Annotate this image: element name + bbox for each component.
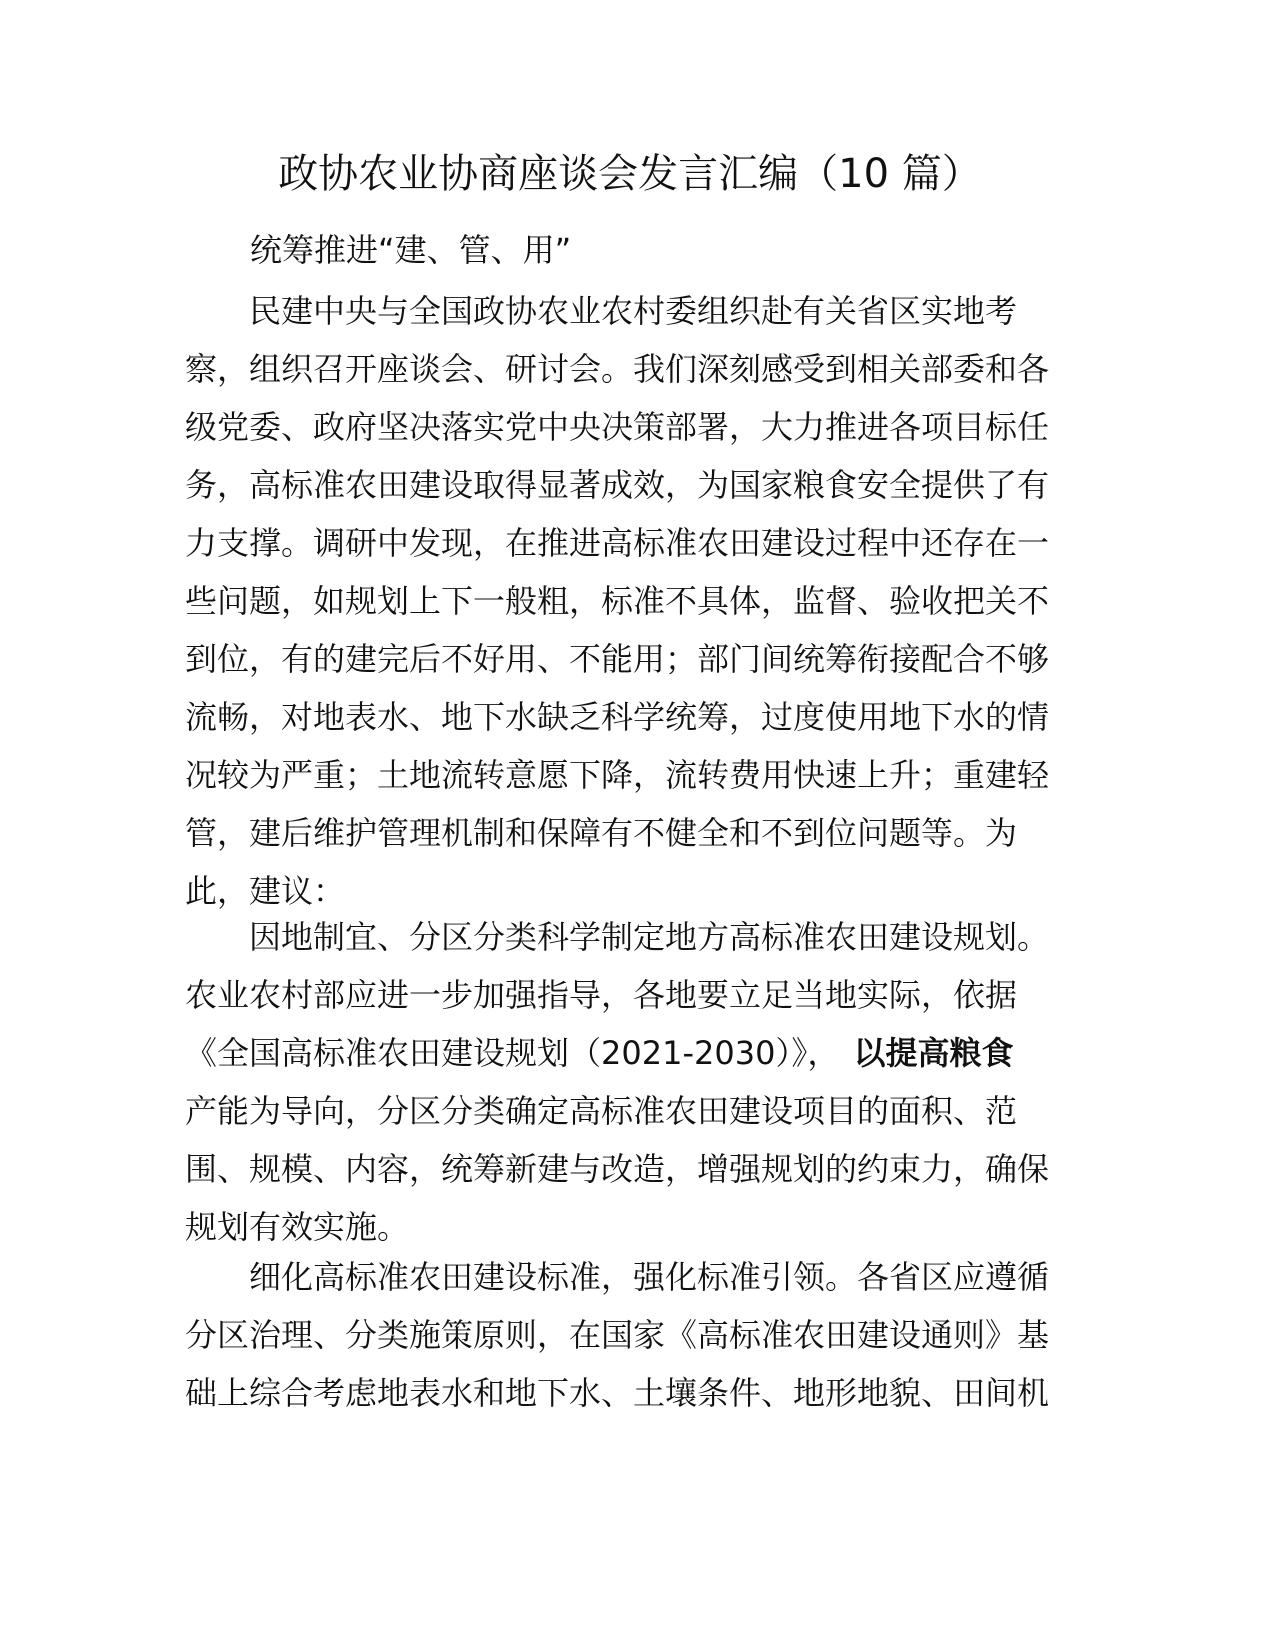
paragraph-line: 细化高标准农田建设标准，强化标准引领。各省区应遵循 bbox=[249, 1258, 1050, 1296]
paragraph-line: 到位，有的建完后不好用、不能用；部门间统筹衔接配合不够 bbox=[185, 640, 1050, 678]
paragraph-line: 务，高标准农田建设取得显著成效，为国家粮食安全提供了有 bbox=[185, 466, 1050, 504]
paragraph-line: 围、规模、内容，统筹新建与改造，增强规划的约束力，确保 bbox=[185, 1150, 1050, 1188]
paragraph-line: 流畅，对地表水、地下水缺乏科学统筹，过度使用地下水的情 bbox=[185, 698, 1050, 736]
paragraph-line: 力支撑。调研中发现，在推进高标准农田建设过程中还存在一 bbox=[185, 524, 1050, 562]
paragraph-line: 察，组织召开座谈会、研讨会。我们深刻感受到相关部委和各 bbox=[185, 350, 1050, 388]
paragraph-line: 分区治理、分类施策原则，在国家《高标准农田建设通则》基 bbox=[185, 1316, 1050, 1354]
paragraph-line-text: 《全国高标准农田建设规划（2021-2030）》， bbox=[185, 1034, 840, 1072]
paragraph-line: 产能为导向，分区分类确定高标准农田建设项目的面积、范 bbox=[185, 1092, 1018, 1130]
paragraph-3 bbox=[185, 1248, 1085, 1422]
paragraph-line: 些问题，如规划上下一般粗，标准不具体，监督、验收把关不 bbox=[185, 582, 1050, 620]
paragraph-line: 管，建后维护管理机制和保障有不健全和不到位问题等。为 bbox=[185, 814, 1018, 852]
paragraph-line: 础上综合考虑地表水和地下水、土壤条件、地形地貌、田间机 bbox=[185, 1374, 1050, 1412]
paragraph-line: 况较为严重；土地流转意愿下降，流转费用快速上升；重建轻 bbox=[185, 756, 1050, 794]
section-heading: 统筹推进“建、管、用” bbox=[250, 231, 572, 269]
paragraph-line: 民建中央与全国政协农业农村委组织赴有关省区实地考 bbox=[249, 292, 1018, 330]
paragraph-2 bbox=[185, 908, 1085, 1256]
document-title: 政协农业协商座谈会发言汇编（10 篇） bbox=[278, 151, 982, 197]
paragraph-line-bold-text: 以提高粮食 bbox=[853, 1034, 1014, 1072]
paragraph-1 bbox=[185, 282, 1085, 920]
paragraph-line-mixed bbox=[185, 1024, 1085, 1082]
paragraph-line: 因地制宜、分区分类科学制定地方高标准农田建设规划。 bbox=[249, 918, 1050, 956]
paragraph-line: 级党委、政府坚决落实党中央决策部署，大力推进各项目标任 bbox=[185, 408, 1050, 446]
paragraph-line: 规划有效实施。 bbox=[185, 1208, 410, 1246]
paragraph-line: 农业农村部应进一步加强指导，各地要立足当地实际，依据 bbox=[185, 976, 1018, 1014]
paragraph-line: 此，建议： bbox=[185, 872, 346, 910]
